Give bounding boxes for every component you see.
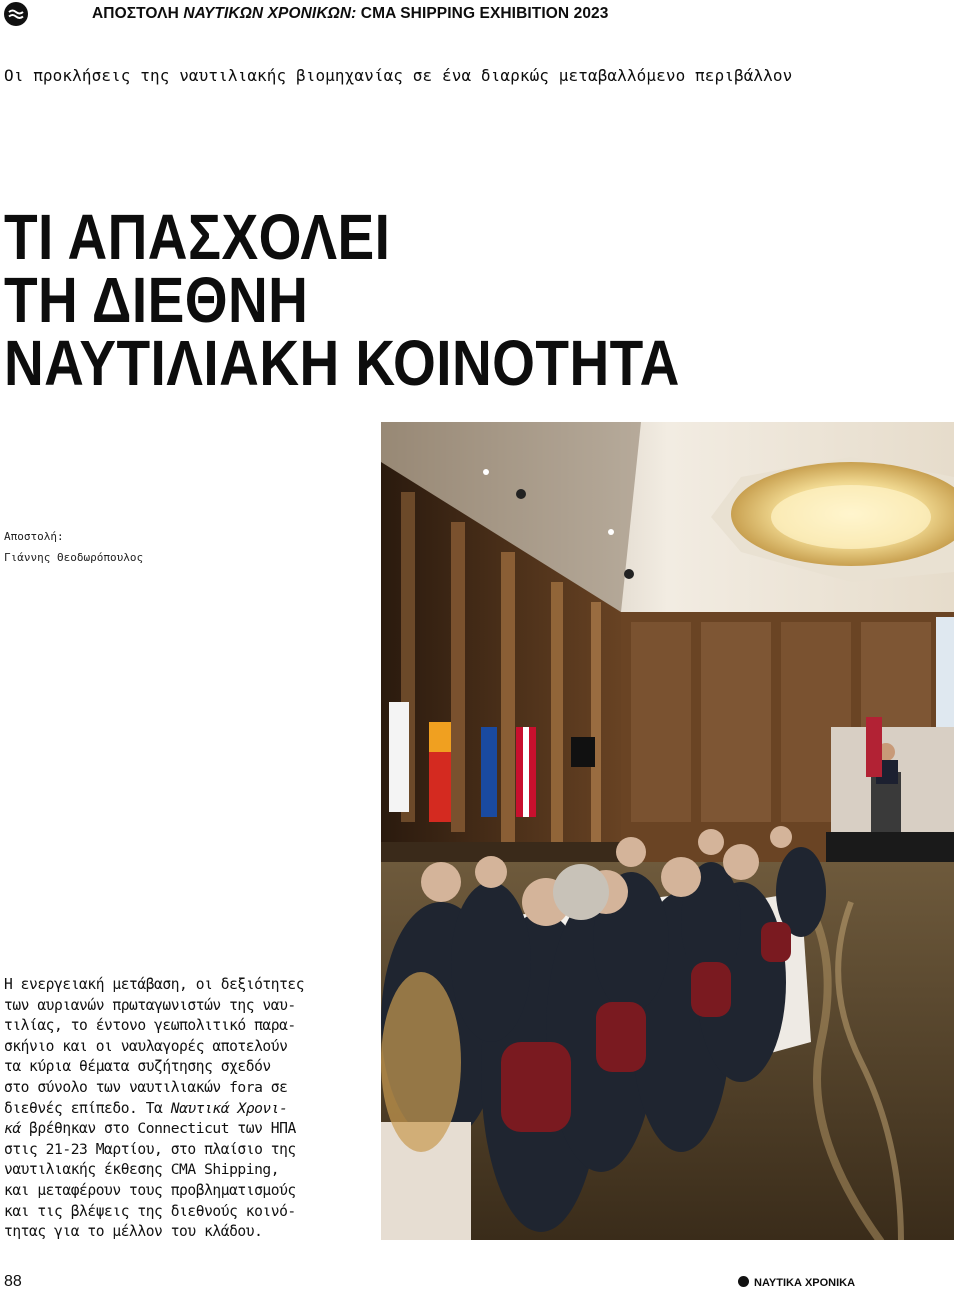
footer-brand	[738, 1276, 855, 1289]
conference-photo	[381, 422, 954, 1240]
lead-line-7-text: διεθνές επίπεδο. Τα	[4, 1099, 171, 1117]
section-header	[92, 5, 609, 23]
lead-line-13: τητας για το μέλλον του κλάδου.	[4, 1223, 263, 1241]
article-subtitle: Οι προκλήσεις της ναυτιλιακής βιομηχανίας σε ένα διαρκώς μεταβαλλόμενο περιβάλλον	[4, 66, 793, 85]
lead-line-12: και τις βλέψεις της διεθνούς κοινό-	[4, 1202, 296, 1220]
article-lead	[4, 975, 356, 1243]
lead-line-8-italic: κά	[4, 1120, 21, 1138]
headline-line-2: ΤΗ ΔΙΕΘΝΗ	[4, 264, 309, 336]
waves-icon	[4, 2, 28, 26]
byline-label: Αποστολή:	[4, 530, 64, 543]
page-number: 88	[4, 1273, 22, 1290]
lead-line-2: των αυριανών πρωταγωνιστών της ναυ-	[4, 996, 296, 1014]
lead-line-5: τα κύρια θέματα συζήτησης σχεδόν	[4, 1058, 271, 1076]
lead-line-1: Η ενεργειακή μετάβαση, οι δεξιότητες	[4, 976, 305, 993]
lead-line-8	[4, 1119, 356, 1140]
lead-line-6: στο σύνολο των ναυτιλιακών fora σε	[4, 1078, 288, 1096]
lead-line-7-italic: Ναυτικά Χρονι-	[170, 1099, 288, 1117]
lead-line-4: σκήνιο και οι ναυλαγορές αποτελούν	[4, 1037, 288, 1055]
brand-logo-icon	[738, 1276, 749, 1287]
lead-line-9: στις 21-23 Μαρτίου, στο πλαίσιο της	[4, 1140, 296, 1158]
lead-line-8-text: βρέθηκαν στο Connecticut των ΗΠΑ	[20, 1120, 296, 1138]
section-header-prefix: ΑΠΟΣΤΟΛΗ	[92, 5, 184, 22]
lead-line-10: ναυτιλιακής έκθεσης CMA Shipping,	[4, 1161, 280, 1179]
byline-author: Γιάννης Θεοδωρόπουλος	[4, 551, 144, 564]
section-header-italic: ΝΑΥΤΙΚΩΝ ΧΡΟΝΙΚΩΝ:	[183, 5, 357, 22]
section-header-suffix: CMA SHIPPING EXHIBITION 2023	[356, 5, 609, 22]
headline-line-3: ΝΑΥΤΙΛΙΑΚΗ ΚΟΙΝΟΤΗΤΑ	[4, 327, 680, 399]
lead-line-11: και μεταφέρουν τους προβληματισμούς	[4, 1181, 296, 1199]
headline-line-1: ΤΙ ΑΠΑΣΧΟΛΕΙ	[4, 201, 391, 273]
footer-brand-name: ΝΑΥΤΙΚΑ ΧΡΟΝΙΚΑ	[754, 1277, 856, 1289]
lead-line-7	[4, 1099, 356, 1120]
article-headline	[4, 201, 680, 399]
byline	[4, 526, 143, 568]
lead-line-3: τιλίας, το έντονο γεωπολιτικό παρα-	[4, 1017, 296, 1035]
